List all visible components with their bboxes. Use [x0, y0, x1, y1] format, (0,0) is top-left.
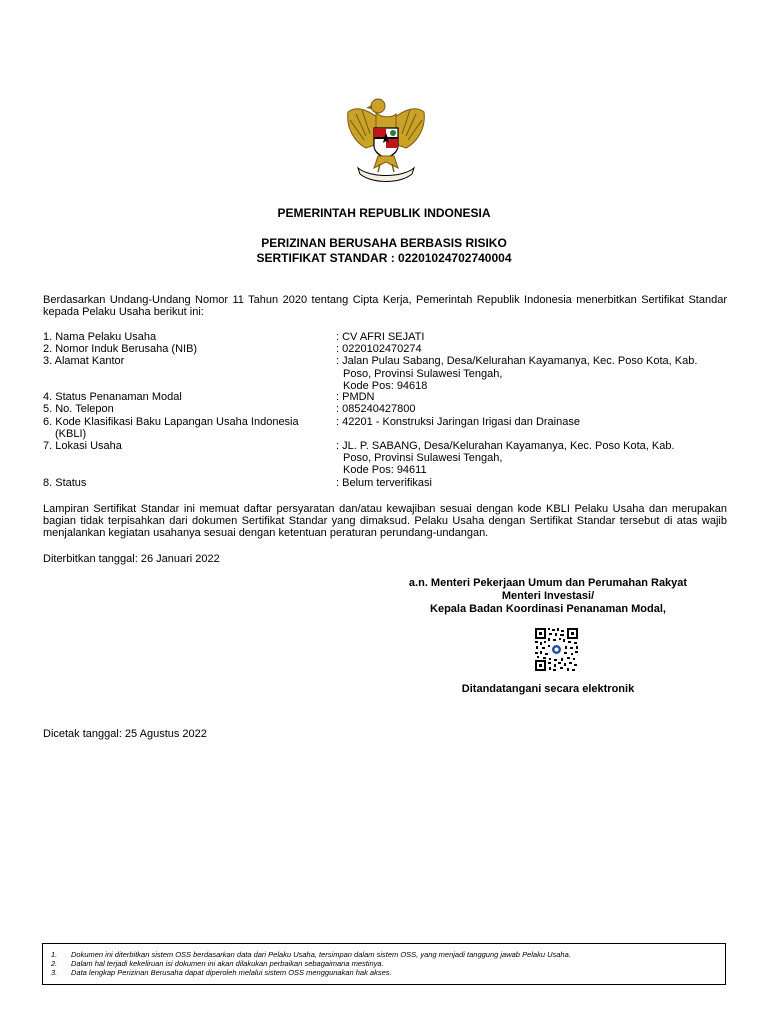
field-value: Kode Pos: 94611 — [343, 464, 427, 476]
field-label: 3. Alamat Kantor — [43, 355, 125, 367]
field-value: : 0220102470274 — [336, 343, 422, 355]
field-value: : CV AFRI SEJATI — [336, 331, 425, 343]
electronic-signature-note: Ditandatangani secara elektronik — [461, 683, 635, 695]
field-label: (KBLI) — [55, 428, 87, 440]
signatory-line-2: Menteri Investasi/ — [501, 590, 595, 602]
signatory-line-1: a.n. Menteri Pekerjaan Umum dan Perumahan Rakyat — [408, 577, 688, 589]
field-value: : 085240427800 — [336, 403, 416, 415]
field-label: 5. No. Telepon — [43, 403, 114, 415]
garuda-emblem-icon — [336, 92, 436, 192]
field-value: : Belum terverifikasi — [336, 477, 432, 489]
footnote-number: 2. — [51, 959, 58, 968]
printed-date: Dicetak tanggal: 25 Agustus 2022 — [43, 728, 207, 740]
footnote-number: 1. — [51, 950, 58, 959]
footnote-item — [51, 959, 717, 968]
footnote-item — [51, 968, 717, 977]
field-label: 7. Lokasi Usaha — [43, 440, 122, 452]
government-heading: PEMERINTAH REPUBLIK INDONESIA — [277, 206, 491, 220]
footnote-text: Data lengkap Perizinan Berusaha dapat diperoleh melalui sistem OSS menggunakan hak akses. — [71, 968, 392, 977]
signatory-line-3: Kepala Badan Koordinasi Penanaman Modal, — [430, 603, 666, 615]
footnote-text: Dalam hal terjadi kekeliruan isi dokumen ini akan dilakukan perbaikan sebagaimana mestinya. — [71, 959, 384, 968]
field-value: Kode Pos: 94618 — [343, 380, 428, 392]
intro-paragraph: Berdasarkan Undang-Undang Nomor 11 Tahun 2020 tentang Cipta Kerja, Pemerintah Republik Indonesia menerbitkan Sertifikat Standar kepada Pelaku Usaha berikut ini: — [43, 294, 727, 318]
issued-date: Diterbitkan tanggal: 26 Januari 2022 — [43, 553, 220, 565]
attachment-paragraph: Lampiran Sertifikat Standar ini memuat daftar persyaratan dan/atau kewajiban sesuai dengan kode KBLI Pelaku Usaha dan merupakan bagian tidak terpisahkan dari dokumen Sertifikat Standar yang dimaksud. Pelaku Usaha dengan Sertifikat Standar tersebut di atas wajib menjalankan kegiatan usahanya sesuai dengan ketentuan peraturan perundang-undangan. — [43, 503, 727, 539]
field-value: Poso, Provinsi Sulawesi Tengah, — [343, 452, 503, 464]
certificate-number: SERTIFIKAT STANDAR : 02201024702740004 — [256, 251, 512, 265]
field-label: 6. Kode Klasifikasi Baku Lapangan Usaha Indonesia — [43, 416, 299, 428]
field-value: Poso, Provinsi Sulawesi Tengah, — [343, 368, 503, 380]
document-title: PERIZINAN BERUSAHA BERBASIS RISIKO — [261, 236, 507, 250]
field-value: : JL. P. SABANG, Desa/Kelurahan Kayamanya, Kec. Poso Kota, Kab. — [336, 440, 675, 452]
field-label: 4. Status Penanaman Modal — [43, 391, 182, 403]
field-label: 2. Nomor Induk Berusaha (NIB) — [43, 343, 198, 355]
field-label: 8. Status — [43, 477, 87, 489]
footnote-text: Dokumen ini diterbitkan sistem OSS berdasarkan data dari Pelaku Usaha, tersimpan dalam sistem OSS, yang menjadi tanggung jawab Pelaku Usaha. — [71, 950, 571, 959]
footnote-number: 3. — [51, 968, 58, 977]
qr-code-icon — [534, 627, 579, 672]
field-value: : 42201 - Konstruksi Jaringan Irigasi dan Drainase — [336, 416, 580, 428]
field-value: : Jalan Pulau Sabang, Desa/Kelurahan Kayamanya, Kec. Poso Kota, Kab. — [336, 355, 698, 367]
footnotes-box — [42, 943, 726, 985]
field-value: : PMDN — [336, 391, 375, 403]
footnote-item — [51, 950, 717, 959]
field-label: 1. Nama Pelaku Usaha — [43, 331, 157, 343]
